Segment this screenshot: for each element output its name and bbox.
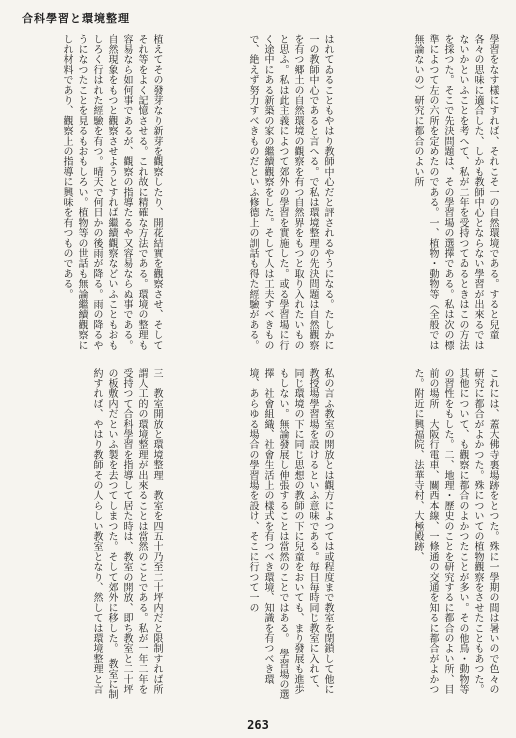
text-block-bottom-middle: 私の言ふ教室の開放とは觀方によつては或程度まで教室を閉鎖して他に教授場學習場を設けるといふ意味である。毎日毎時同じ教室に入れて、同じ環境の下に同じ思想の教師の下に兒童をおいても、まり發展も進歩もしない。無論發展し伸張することは當然のことではある。 學習場の選擇 社會組織、社會生活上の樣式を有つべき環境、知識を有つべき環境、あらゆる場合の學習場を設け、そこに行つて一の [247, 368, 333, 700]
text-block-bottom-left: 三 教室開放と環境整理 教室を四五十乃至二十坪内だと限制すれば所謂人工的の環境整理が出來ることは當然のことである。私が一年二年を受持つて合科學習を指導して居た時は、教室の開放、即ち教室と二十坪の板敷内だといふ製を去つてしまつた。そして郊外に移した。 教室に制約すれば、やはり教師その人らしい教室となり、然しては環境整理と言 [91, 368, 162, 700]
running-head: 合科學習と環境整理 [22, 12, 130, 25]
text-block-top-right: 學習をなす樣にすれば、それこそ一の自然環境である。すると兒童各々の思味に適合した、しかも教師中心とならない學習が出來るではないかといふことを考へて、私が二年を受持つてゐるときはこの方法を採つた。そこで先決問題は、その學習場の選擇である。私は次の標準によつて左の六所を定めたのである。一、植物・動物等（全般では無論ないの）研究に都合のよい所 [412, 34, 498, 351]
text-block-top-left: 植えてその發芽なり新芽を觀察したり、開花結實を觀察させ、そしてそれ等をよく記憶させる。これ故に精確な方法である。環境の整理も容易なら如何事であるが、觀察の指導たるや又容易ならぬ事である。自然現象をもつと觀察させようとすれば繼續觀察などいふこともおもしろく行はれた經驗を有つ。晴天で何日かの後雨が降る。雨の降るやうになつたことを見るもおもしろい。植物等の世話も無論繼續觀察にしれ材料であり、觀察上の指導に興味を有つものである。 [61, 34, 162, 351]
text-block-bottom-right: これには、蓋大佛寺裏場跡をとつた。殊に一學期の間は暑いので色々の研究に都合がよかつた。殊についての植物觀察をさせたこともあつた。其他について、も觀察に都合のよかつたことが多い。その他鳥・動物等の習性をもした。二、地理・歷史のことを研究するに都合のよい所、目前の場所 大阪行電車、關西本線、一條通の交通を知るに都合がよかつた。附近に興福院、法華寺村、大極殿跡、 [412, 368, 498, 695]
page-number: 263 [247, 718, 269, 732]
text-block-top-middle: はれてゐることもやはり教師中心だと評されるやうになる。たしかに一の教師中心であると言へる。で私は環境整理の先決問題は自然觀察を有つ郷土の自然環境の觀察を有つ自然界をもつと取り入れたいものと思ふ。私は此主義によつて郊外の學習を實施した。或る學習場に行く途中にある新築の家の繼續觀察をした。そして人は工夫すべきもので、絶えず努力すべきものだといふ修德上の訓話も得た經驗がある。 [247, 34, 333, 351]
